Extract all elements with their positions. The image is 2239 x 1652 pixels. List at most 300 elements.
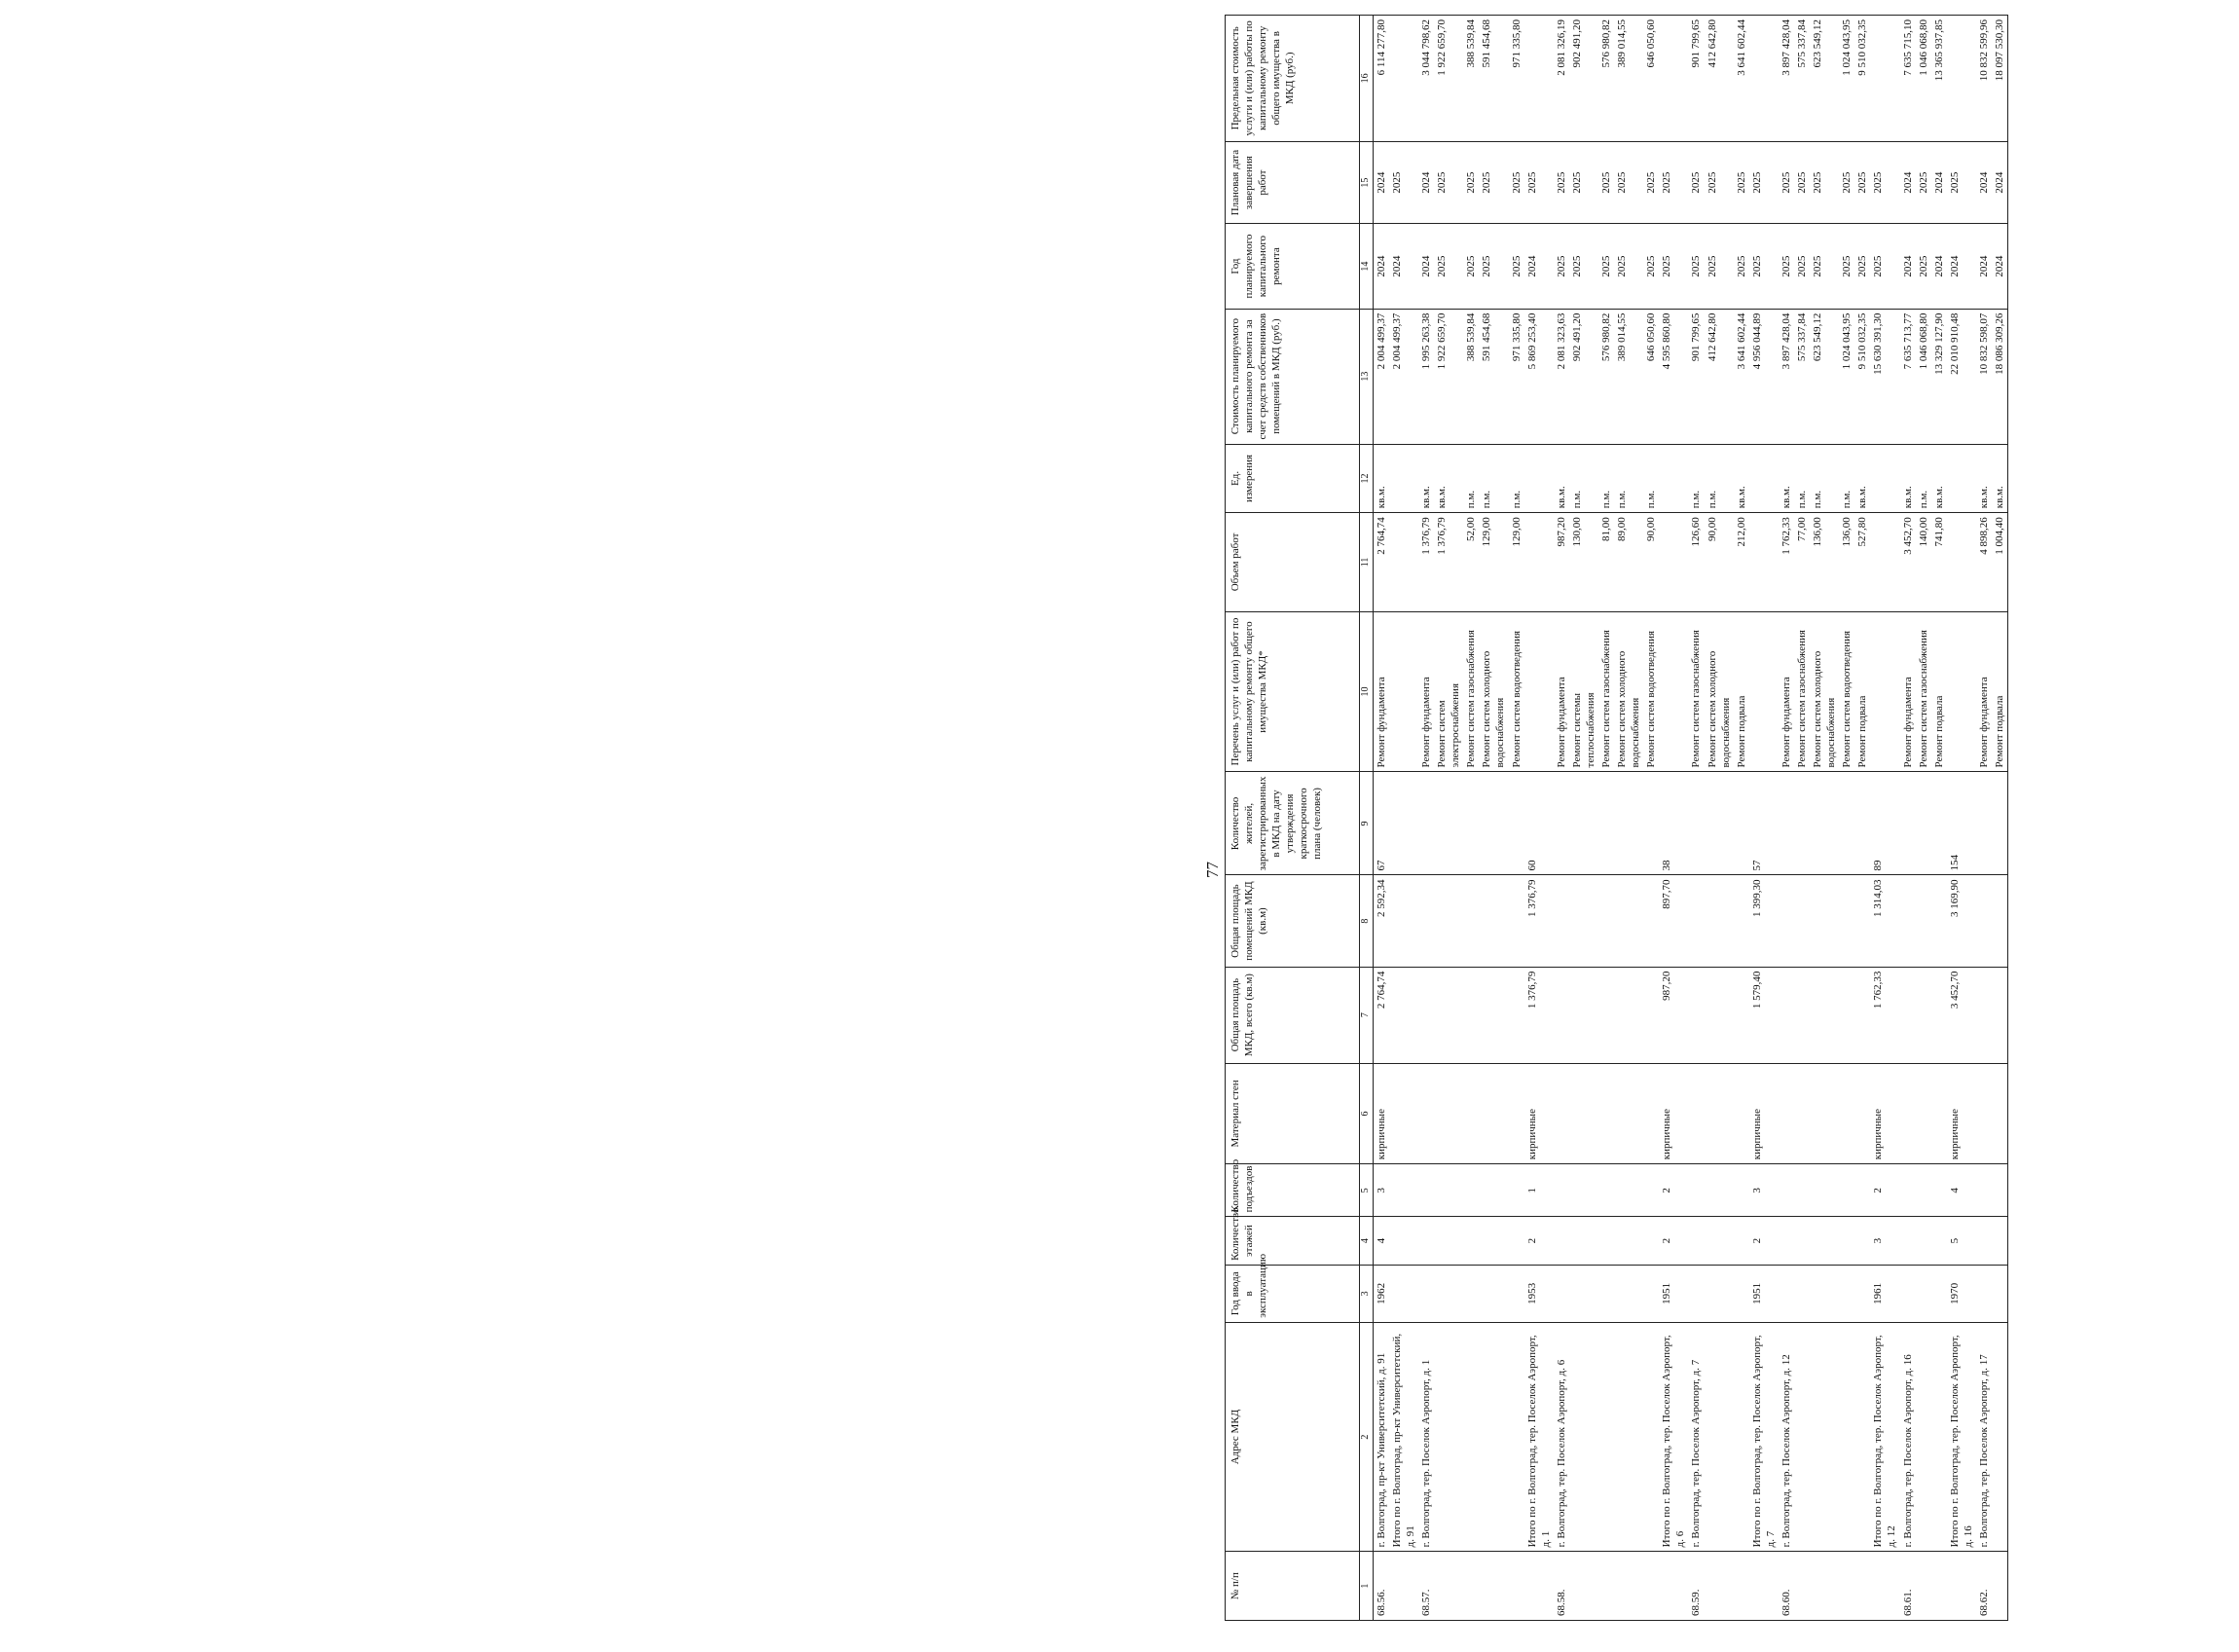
table-row: [1643, 16, 1659, 1621]
table-row: [1705, 16, 1734, 1621]
cell-mat: кирпичные: [1373, 1063, 1389, 1164]
cell-vol: 1 376,79: [1418, 513, 1434, 611]
cell-entr: [1705, 1164, 1734, 1217]
table-row: [1509, 16, 1524, 1621]
table-row: [1554, 16, 1569, 1621]
cell-cost: 9 510 032,35: [1854, 309, 1870, 444]
cell-area: [1643, 967, 1659, 1063]
header-cell: Адрес МКД: [1226, 1322, 1360, 1552]
cell-people: [1434, 772, 1463, 875]
cell-vol: [1870, 513, 1899, 611]
cell-cost: 902 491,20: [1569, 309, 1598, 444]
cell-mat: кирпичные: [1659, 1063, 1688, 1164]
cell-people: [1643, 772, 1659, 875]
cell-mat: [1810, 1063, 1839, 1164]
cell-floors: 3: [1870, 1217, 1899, 1265]
cell-area2: [1389, 875, 1418, 967]
cell-cost: 1 046 068,80: [1916, 309, 1931, 444]
cell-lim: 971 335,80: [1509, 16, 1524, 142]
cell-area: [1569, 967, 1598, 1063]
cell-people: [1554, 772, 1569, 875]
cell-addr: г. Волгоград, тер. Поселок Аэропорт, д. 16: [1900, 1322, 1916, 1552]
cell-unit: п.м.: [1479, 444, 1508, 513]
cell-y1: 2025: [1734, 224, 1749, 309]
cell-people: [1916, 772, 1931, 875]
cell-cost: 1 995 263,38: [1418, 309, 1434, 444]
cell-lim: 412 642,80: [1705, 16, 1734, 142]
cell-vol: 2 764,74: [1373, 513, 1389, 611]
cell-y2: 2025: [1839, 141, 1854, 224]
cell-area: [1705, 967, 1734, 1063]
cell-entr: [1779, 1164, 1794, 1217]
cell-people: [1810, 772, 1839, 875]
cell-entr: [1614, 1164, 1643, 1217]
table-row: [1569, 16, 1598, 1621]
cell-area2: [1810, 875, 1839, 967]
cell-cost: 388 539,84: [1463, 309, 1479, 444]
cell-area: 2 764,74: [1373, 967, 1389, 1063]
cell-work: Ремонт фундамента: [1779, 611, 1794, 772]
cell-entr: [1598, 1164, 1614, 1217]
cell-unit: п.м.: [1598, 444, 1614, 513]
cell-floors: [1810, 1217, 1839, 1265]
cell-addr: Итого по г. Волгоград, тер. Поселок Аэропорт, д. 6: [1659, 1322, 1688, 1552]
cell-addr: Итого по г. Волгоград, тер. Поселок Аэропорт, д. 12: [1870, 1322, 1899, 1552]
column-number: 5: [1360, 1164, 1374, 1217]
table-header: [1226, 16, 1374, 1621]
cell-unit: кв.м.: [1992, 444, 2008, 513]
cell-vol: [1389, 513, 1418, 611]
cell-y1: 2024: [1389, 224, 1418, 309]
cell-area2: [1554, 875, 1569, 967]
cell-lim: 1 046 068,80: [1916, 16, 1931, 142]
cell-unit: п.м.: [1839, 444, 1854, 513]
cell-y1: 2024: [1524, 224, 1554, 309]
cell-addr: [1434, 1322, 1463, 1552]
cell-n: [1947, 1552, 1976, 1621]
cell-lim: [1870, 16, 1899, 142]
cell-area2: [1418, 875, 1434, 967]
cell-y1: 2025: [1916, 224, 1931, 309]
cell-mat: [1463, 1063, 1479, 1164]
cell-y2: 2025: [1554, 141, 1569, 224]
cell-n: [1463, 1552, 1479, 1621]
cell-lim: 10 832 599,96: [1976, 16, 1992, 142]
cell-floors: [1569, 1217, 1598, 1265]
cell-n: [1992, 1552, 2008, 1621]
cell-n: [1870, 1552, 1899, 1621]
cell-entr: 2: [1870, 1164, 1899, 1217]
cell-cost: 591 454,68: [1479, 309, 1508, 444]
cell-vol: 1 376,79: [1434, 513, 1463, 611]
cell-cost: 22 010 910,48: [1947, 309, 1976, 444]
cell-work: Ремонт систем холодного водоснабжения: [1705, 611, 1734, 772]
cell-addr: Итого по г. Волгоград, тер. Поселок Аэропорт, д. 16: [1947, 1322, 1976, 1552]
cell-unit: кв.м.: [1554, 444, 1569, 513]
cell-year: [1598, 1265, 1614, 1322]
cell-lim: 7 635 715,10: [1900, 16, 1916, 142]
subtotal-row: [1947, 16, 1976, 1621]
cell-cost: 971 335,80: [1509, 309, 1524, 444]
cell-cost: 2 004 499,37: [1373, 309, 1389, 444]
cell-addr: г. Волгоград, тер. Поселок Аэропорт, д. 7: [1688, 1322, 1704, 1552]
cell-area2: [1992, 875, 2008, 967]
cell-area: [1479, 967, 1508, 1063]
cell-addr: [1479, 1322, 1508, 1552]
cell-year: [1688, 1265, 1704, 1322]
cell-n: 68.58.: [1554, 1552, 1569, 1621]
column-number: 6: [1360, 1063, 1374, 1164]
cell-addr: [1916, 1322, 1931, 1552]
cell-people: [1479, 772, 1508, 875]
cell-addr: [1854, 1322, 1870, 1552]
cell-area: [1854, 967, 1870, 1063]
cell-vol: 741,80: [1931, 513, 1947, 611]
cell-people: 60: [1524, 772, 1554, 875]
cell-entr: [1900, 1164, 1916, 1217]
cell-y2: 2025: [1779, 141, 1794, 224]
cell-n: [1794, 1552, 1810, 1621]
cell-work: Ремонт систем электроснабжения: [1434, 611, 1463, 772]
cell-area: [1916, 967, 1931, 1063]
cell-work: [1749, 611, 1779, 772]
cell-floors: 2: [1524, 1217, 1554, 1265]
header-cell: Объем работ: [1226, 513, 1360, 611]
cell-entr: [1931, 1164, 1947, 1217]
cell-cost: 2 004 499,37: [1389, 309, 1418, 444]
cell-work: Ремонт фундамента: [1418, 611, 1434, 772]
cell-y2: 2025: [1947, 141, 1976, 224]
cell-lim: [1524, 16, 1554, 142]
cell-vol: 126,60: [1688, 513, 1704, 611]
cell-area2: [1643, 875, 1659, 967]
cell-year: [1900, 1265, 1916, 1322]
cell-unit: [1524, 444, 1554, 513]
cell-area: [1434, 967, 1463, 1063]
cell-n: 68.59.: [1688, 1552, 1704, 1621]
cell-addr: г. Волгоград, пр-кт Университетский, д. 91: [1373, 1322, 1389, 1552]
cell-lim: 623 549,12: [1810, 16, 1839, 142]
cell-y1: 2025: [1810, 224, 1839, 309]
cell-people: 67: [1373, 772, 1389, 875]
header-cell: Ед. измерения: [1226, 444, 1360, 513]
cell-addr: Итого по г. Волгоград, пр-кт Университетский, д. 91: [1389, 1322, 1418, 1552]
header-cell: Перечень услуг и (или) работ по капитальному ремонту общего имущества МКД*: [1226, 611, 1360, 772]
cell-year: [1992, 1265, 2008, 1322]
cell-area: [1810, 967, 1839, 1063]
cell-y1: 2025: [1688, 224, 1704, 309]
cell-lim: 646 050,60: [1643, 16, 1659, 142]
cell-lim: 3 897 428,04: [1779, 16, 1794, 142]
cell-n: [1524, 1552, 1554, 1621]
cell-unit: кв.м.: [1373, 444, 1389, 513]
table-row: [1854, 16, 1870, 1621]
cell-n: [1479, 1552, 1508, 1621]
cell-entr: [1643, 1164, 1659, 1217]
cell-y1: 2025: [1569, 224, 1598, 309]
cell-work: Ремонт подвала: [1854, 611, 1870, 772]
cell-entr: [1688, 1164, 1704, 1217]
cell-lim: 591 454,68: [1479, 16, 1508, 142]
cell-work: [1870, 611, 1899, 772]
cell-area2: 2 592,34: [1373, 875, 1389, 967]
cell-vol: 89,00: [1614, 513, 1643, 611]
cell-entr: [1839, 1164, 1854, 1217]
cell-cost: 3 897 428,04: [1779, 309, 1794, 444]
cell-y2: 2024: [1976, 141, 1992, 224]
cell-lim: 575 337,84: [1794, 16, 1810, 142]
cell-y2: 2025: [1794, 141, 1810, 224]
cell-work: Ремонт фундамента: [1900, 611, 1916, 772]
cell-mat: [1734, 1063, 1749, 1164]
cell-people: [1389, 772, 1418, 875]
cell-cost: 10 832 598,07: [1976, 309, 1992, 444]
cell-mat: [1992, 1063, 2008, 1164]
subtotal-row: [1659, 16, 1688, 1621]
cell-people: [1569, 772, 1598, 875]
cell-area: [1509, 967, 1524, 1063]
cell-year: [1614, 1265, 1643, 1322]
cell-mat: [1916, 1063, 1931, 1164]
cell-area2: [1839, 875, 1854, 967]
cell-y2: 2024: [1373, 141, 1389, 224]
cell-vol: 1 004,40: [1992, 513, 2008, 611]
cell-area: [1554, 967, 1569, 1063]
column-number: 14: [1360, 224, 1374, 309]
cell-lim: 902 491,20: [1569, 16, 1598, 142]
cell-lim: 901 799,65: [1688, 16, 1704, 142]
cell-mat: кирпичные: [1870, 1063, 1899, 1164]
table-row: [1598, 16, 1614, 1621]
subtotal-row: [1389, 16, 1418, 1621]
cell-entr: 3: [1749, 1164, 1779, 1217]
cell-work: Ремонт систем водоотведения: [1509, 611, 1524, 772]
cell-floors: [1839, 1217, 1854, 1265]
cell-unit: п.м.: [1614, 444, 1643, 513]
cell-y1: 2024: [1947, 224, 1976, 309]
cell-work: Ремонт систем газоснабжения: [1688, 611, 1704, 772]
table-body: [1373, 16, 2007, 1621]
cell-area: 3 452,70: [1947, 967, 1976, 1063]
cell-y1: 2025: [1749, 224, 1779, 309]
cell-floors: [1916, 1217, 1931, 1265]
cell-y2: 2025: [1509, 141, 1524, 224]
cell-unit: п.м.: [1569, 444, 1598, 513]
cell-n: [1389, 1552, 1418, 1621]
cell-area: [1992, 967, 2008, 1063]
cell-work: [1389, 611, 1418, 772]
cell-cost: 15 630 391,30: [1870, 309, 1899, 444]
cell-n: 68.61.: [1900, 1552, 1916, 1621]
cell-area2: 1 314,03: [1870, 875, 1899, 967]
cell-vol: 527,80: [1854, 513, 1870, 611]
cell-addr: г. Волгоград, тер. Поселок Аэропорт, д. 6: [1554, 1322, 1569, 1552]
cell-work: Ремонт систем холодного водоснабжения: [1479, 611, 1508, 772]
cell-work: Ремонт подвала: [1734, 611, 1749, 772]
cell-lim: 3 044 798,62: [1418, 16, 1434, 142]
cell-n: [1509, 1552, 1524, 1621]
cell-year: 1951: [1749, 1265, 1779, 1322]
cell-unit: кв.м.: [1931, 444, 1947, 513]
cell-entr: [1509, 1164, 1524, 1217]
cell-y2: 2025: [1659, 141, 1688, 224]
table-row: [1916, 16, 1931, 1621]
cell-cost: 4 956 044,89: [1749, 309, 1779, 444]
cell-people: 89: [1870, 772, 1899, 875]
table-row: [1794, 16, 1810, 1621]
column-number: 1: [1360, 1552, 1374, 1621]
header-cell: Стоимость планируемого капитального ремонта за счет средств собственников помещений в МКД (руб.): [1226, 309, 1360, 444]
cell-n: [1931, 1552, 1947, 1621]
cell-floors: [1688, 1217, 1704, 1265]
cell-y2: 2025: [1688, 141, 1704, 224]
cell-floors: [1794, 1217, 1810, 1265]
cell-year: [1463, 1265, 1479, 1322]
column-number: 16: [1360, 16, 1374, 142]
table-row: [1992, 16, 2008, 1621]
cell-y2: 2025: [1479, 141, 1508, 224]
cell-y2: 2025: [1916, 141, 1931, 224]
cell-cost: 13 329 127,90: [1931, 309, 1947, 444]
table-row: [1839, 16, 1854, 1621]
cell-y1: 2025: [1614, 224, 1643, 309]
cell-work: Ремонт фундамента: [1373, 611, 1389, 772]
header-cell: Материал стен: [1226, 1063, 1360, 1164]
capital-repair-table: [1225, 15, 2008, 1621]
cell-year: [1643, 1265, 1659, 1322]
cell-work: Ремонт систем водоотведения: [1643, 611, 1659, 772]
cell-unit: [1870, 444, 1899, 513]
cell-area: [1418, 967, 1434, 1063]
cell-y1: 2024: [1976, 224, 1992, 309]
cell-addr: [1992, 1322, 2008, 1552]
cell-y1: 2025: [1705, 224, 1734, 309]
cell-lim: 2 081 326,19: [1554, 16, 1569, 142]
cell-y1: 2025: [1434, 224, 1463, 309]
cell-n: [1643, 1552, 1659, 1621]
cell-area2: [1479, 875, 1508, 967]
header-cell: Плановая дата завершения работ: [1226, 141, 1360, 224]
cell-floors: [1705, 1217, 1734, 1265]
cell-y2: 2025: [1463, 141, 1479, 224]
cell-year: [1705, 1265, 1734, 1322]
table-row: [1373, 16, 1389, 1621]
table-row: [1418, 16, 1434, 1621]
cell-floors: [1509, 1217, 1524, 1265]
cell-lim: [1749, 16, 1779, 142]
cell-mat: [1705, 1063, 1734, 1164]
cell-n: [1749, 1552, 1779, 1621]
table-row: [1463, 16, 1479, 1621]
cell-mat: [1418, 1063, 1434, 1164]
cell-mat: [1931, 1063, 1947, 1164]
cell-entr: [1992, 1164, 2008, 1217]
cell-n: [1810, 1552, 1839, 1621]
column-number: 2: [1360, 1322, 1374, 1552]
cell-people: [1779, 772, 1794, 875]
cell-n: 68.57.: [1418, 1552, 1434, 1621]
cell-area2: 3 169,90: [1947, 875, 1976, 967]
cell-y2: 2025: [1643, 141, 1659, 224]
cell-people: [1976, 772, 1992, 875]
cell-area2: [1688, 875, 1704, 967]
cell-addr: Итого по г. Волгоград, тер. Поселок Аэропорт, д. 1: [1524, 1322, 1554, 1552]
cell-vol: 140,00: [1916, 513, 1931, 611]
cell-vol: 90,00: [1643, 513, 1659, 611]
cell-addr: [1569, 1322, 1598, 1552]
cell-mat: [1434, 1063, 1463, 1164]
cell-year: 1961: [1870, 1265, 1899, 1322]
cell-unit: кв.м.: [1854, 444, 1870, 513]
cell-vol: 3 452,70: [1900, 513, 1916, 611]
cell-area2: [1614, 875, 1643, 967]
table-row: [1779, 16, 1794, 1621]
cell-unit: кв.м.: [1734, 444, 1749, 513]
cell-year: [1569, 1265, 1598, 1322]
cell-year: [1554, 1265, 1569, 1322]
cell-cost: 4 595 860,80: [1659, 309, 1688, 444]
cell-n: 68.60.: [1779, 1552, 1794, 1621]
cell-year: [1779, 1265, 1794, 1322]
cell-work: Ремонт подвала: [1992, 611, 2008, 772]
cell-y2: 2025: [1749, 141, 1779, 224]
cell-area: [1779, 967, 1794, 1063]
cell-area2: [1779, 875, 1794, 967]
cell-y1: 2025: [1794, 224, 1810, 309]
cell-n: [1705, 1552, 1734, 1621]
cell-people: [1839, 772, 1854, 875]
cell-vol: 136,00: [1839, 513, 1854, 611]
cell-year: [1976, 1265, 1992, 1322]
table-row: [1734, 16, 1749, 1621]
cell-entr: [1916, 1164, 1931, 1217]
table-row: [1900, 16, 1916, 1621]
cell-addr: [1705, 1322, 1734, 1552]
cell-entr: [1854, 1164, 1870, 1217]
cell-n: [1839, 1552, 1854, 1621]
cell-mat: кирпичные: [1524, 1063, 1554, 1164]
cell-y2: 2025: [1705, 141, 1734, 224]
header-cell: Общая площадь помещений МКД (кв.м): [1226, 875, 1360, 967]
cell-area2: [1705, 875, 1734, 967]
column-number: 11: [1360, 513, 1374, 611]
cell-y2: 2025: [1810, 141, 1839, 224]
cell-floors: [1854, 1217, 1870, 1265]
cell-y1: 2024: [1992, 224, 2008, 309]
cell-area: [1463, 967, 1479, 1063]
cell-year: [1479, 1265, 1508, 1322]
cell-floors: 2: [1749, 1217, 1779, 1265]
cell-unit: [1947, 444, 1976, 513]
cell-unit: кв.м.: [1779, 444, 1794, 513]
column-number: 4: [1360, 1217, 1374, 1265]
cell-floors: 2: [1659, 1217, 1688, 1265]
cell-work: Ремонт систем газоснабжения: [1598, 611, 1614, 772]
cell-lim: 576 980,82: [1598, 16, 1614, 142]
cell-y2: 2025: [1734, 141, 1749, 224]
cell-floors: [1479, 1217, 1508, 1265]
cell-people: 154: [1947, 772, 1976, 875]
cell-cost: 1 024 043,95: [1839, 309, 1854, 444]
cell-unit: п.м.: [1688, 444, 1704, 513]
cell-addr: [1931, 1322, 1947, 1552]
cell-unit: кв.м.: [1418, 444, 1434, 513]
cell-area2: [1976, 875, 1992, 967]
table-row: [1479, 16, 1508, 1621]
cell-area: [1389, 967, 1418, 1063]
cell-unit: п.м.: [1705, 444, 1734, 513]
cell-area: [1839, 967, 1854, 1063]
